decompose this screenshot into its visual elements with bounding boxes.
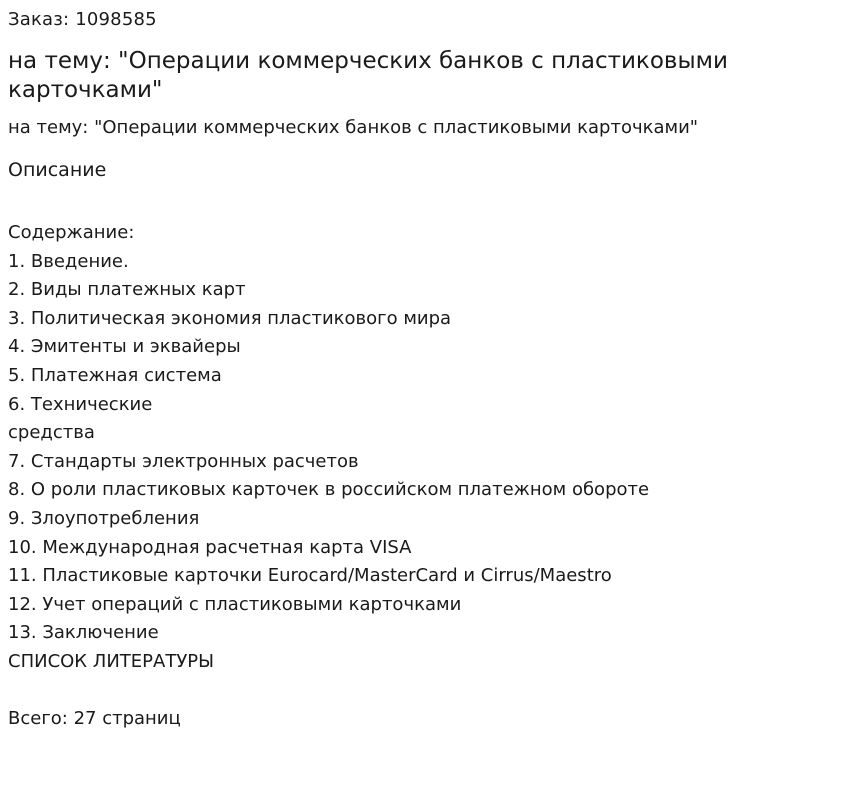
- contents-item: 13. Заключение: [8, 622, 159, 644]
- bibliography-heading: СПИСОК ЛИТЕРАТУРЫ: [8, 650, 215, 672]
- contents-item: 11. Пластиковые карточки Eurocard/MasterCard и Cirrus/Maestro: [8, 565, 612, 587]
- contents-item: 4. Эмитенты и эквайеры: [8, 336, 241, 358]
- contents-item: 5. Платежная система: [8, 364, 222, 386]
- spacer: [8, 677, 649, 706]
- description-heading: Описание: [8, 159, 107, 181]
- contents-heading: Содержание:: [8, 222, 135, 243]
- contents-item: 2. Виды платежных карт: [8, 279, 246, 301]
- page-title: на тему: "Операции коммерческих банков с пластиковыми карточками": [8, 48, 728, 103]
- contents-item: 9. Злоупотребления: [8, 507, 200, 529]
- order-number: Заказ: 1098585: [8, 9, 157, 30]
- contents-block: [8, 219, 649, 734]
- contents-item: 3. Политическая экономия пластикового мира: [8, 307, 452, 329]
- contents-item: 12. Учет операций с пластиковыми карточками: [8, 593, 462, 615]
- contents-item: 1. Введение.: [8, 250, 129, 272]
- contents-item: 6. Технические: [8, 393, 153, 415]
- total-pages: Всего: 27 страниц: [8, 708, 181, 730]
- contents-item: 10. Международная расчетная карта VISA: [8, 536, 412, 558]
- contents-item: 7. Стандарты электронных расчетов: [8, 450, 359, 472]
- contents-item: 8. О роли пластиковых карточек в российском платежном обороте: [8, 479, 650, 501]
- page-subtitle: на тему: "Операции коммерческих банков с пластиковыми карточками": [8, 117, 699, 138]
- contents-item: средства: [8, 422, 95, 444]
